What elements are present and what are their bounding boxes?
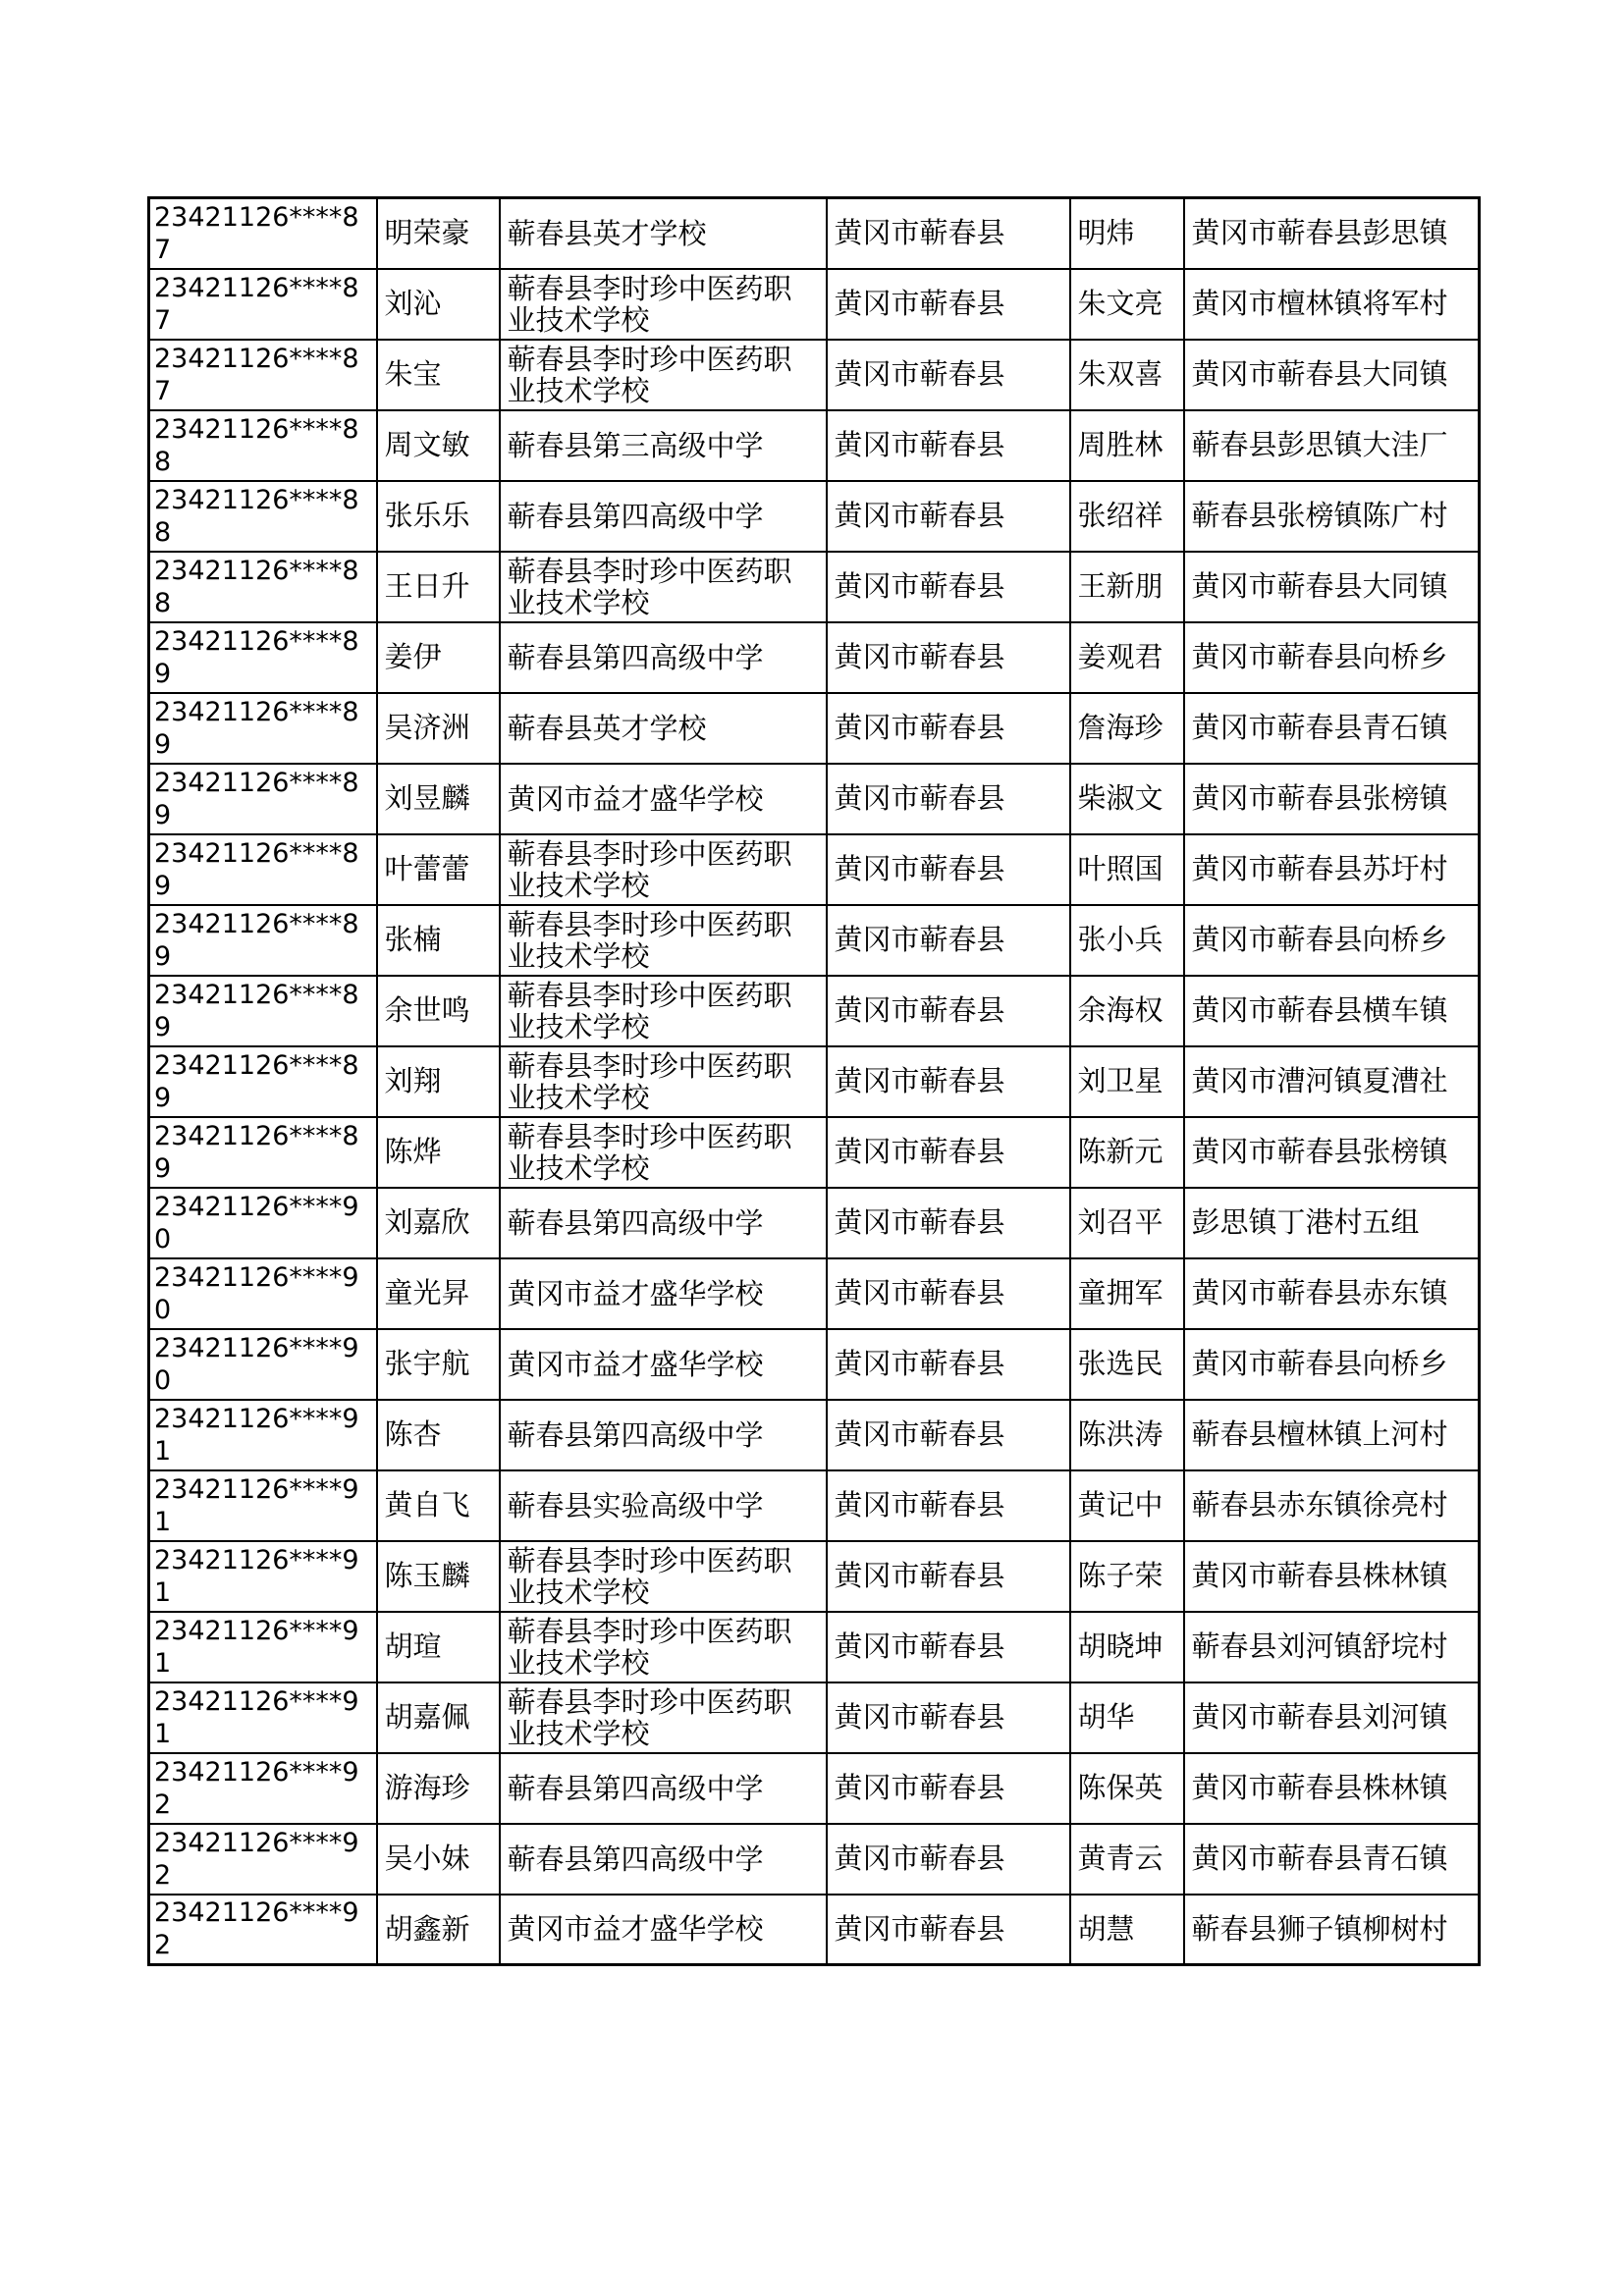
hukou-cell: 黄冈市蕲春县 [827, 693, 1070, 764]
school-cell: 蕲春县李时珍中医药职业技术学校 [500, 340, 827, 410]
school-cell: 蕲春县李时珍中医药职业技术学校 [500, 834, 827, 905]
id-number-cell: 23421126****89 [149, 764, 377, 834]
hukou-cell: 黄冈市蕲春县 [827, 1541, 1070, 1612]
guardian-cell: 张绍祥 [1070, 481, 1184, 552]
school-cell: 蕲春县第四高级中学 [500, 1188, 827, 1258]
guardian-cell: 叶照国 [1070, 834, 1184, 905]
student-table [147, 196, 1481, 1966]
school-cell: 蕲春县李时珍中医药职业技术学校 [500, 269, 827, 340]
hukou-cell: 黄冈市蕲春县 [827, 834, 1070, 905]
table-row [149, 481, 1480, 552]
address-cell: 黄冈市蕲春县青石镇 [1184, 1824, 1480, 1895]
hukou-cell: 黄冈市蕲春县 [827, 1329, 1070, 1400]
address-cell: 蕲春县狮子镇柳树村 [1184, 1895, 1480, 1965]
table-row [149, 1329, 1480, 1400]
address-cell: 黄冈市蕲春县大同镇 [1184, 340, 1480, 410]
school-cell: 蕲春县第四高级中学 [500, 1753, 827, 1824]
student-name-cell: 吴小妹 [377, 1824, 500, 1895]
school-cell: 蕲春县李时珍中医药职业技术学校 [500, 552, 827, 622]
hukou-cell: 黄冈市蕲春县 [827, 1753, 1070, 1824]
id-number-cell: 23421126****90 [149, 1329, 377, 1400]
student-name-cell: 张乐乐 [377, 481, 500, 552]
student-name-cell: 周文敏 [377, 410, 500, 481]
hukou-cell: 黄冈市蕲春县 [827, 1117, 1070, 1188]
guardian-cell: 胡慧 [1070, 1895, 1184, 1965]
hukou-cell: 黄冈市蕲春县 [827, 552, 1070, 622]
school-cell: 黄冈市益才盛华学校 [500, 764, 827, 834]
id-number-cell: 23421126****89 [149, 622, 377, 693]
address-cell: 黄冈市蕲春县向桥乡 [1184, 1329, 1480, 1400]
student-name-cell: 张楠 [377, 905, 500, 976]
student-name-cell: 陈烨 [377, 1117, 500, 1188]
school-cell: 蕲春县李时珍中医药职业技术学校 [500, 976, 827, 1046]
school-cell: 黄冈市益才盛华学校 [500, 1258, 827, 1329]
id-number-cell: 23421126****92 [149, 1753, 377, 1824]
guardian-cell: 朱双喜 [1070, 340, 1184, 410]
hukou-cell: 黄冈市蕲春县 [827, 1470, 1070, 1541]
address-cell: 黄冈市蕲春县张榜镇 [1184, 1117, 1480, 1188]
id-number-cell: 23421126****89 [149, 1046, 377, 1117]
guardian-cell: 童拥军 [1070, 1258, 1184, 1329]
address-cell: 蕲春县张榜镇陈广村 [1184, 481, 1480, 552]
guardian-cell: 周胜林 [1070, 410, 1184, 481]
school-cell: 蕲春县第四高级中学 [500, 622, 827, 693]
table-row [149, 1824, 1480, 1895]
student-name-cell: 王日升 [377, 552, 500, 622]
school-cell: 蕲春县李时珍中医药职业技术学校 [500, 1117, 827, 1188]
address-cell: 黄冈市蕲春县向桥乡 [1184, 905, 1480, 976]
school-cell: 蕲春县李时珍中医药职业技术学校 [500, 1682, 827, 1753]
address-cell: 黄冈市蕲春县株林镇 [1184, 1753, 1480, 1824]
student-name-cell: 刘沁 [377, 269, 500, 340]
student-name-cell: 刘翔 [377, 1046, 500, 1117]
hukou-cell: 黄冈市蕲春县 [827, 1612, 1070, 1682]
hukou-cell: 黄冈市蕲春县 [827, 269, 1070, 340]
id-number-cell: 23421126****89 [149, 1117, 377, 1188]
student-name-cell: 余世鸣 [377, 976, 500, 1046]
id-number-cell: 23421126****90 [149, 1188, 377, 1258]
student-name-cell: 明荣豪 [377, 198, 500, 269]
student-name-cell: 刘嘉欣 [377, 1188, 500, 1258]
address-cell: 黄冈市蕲春县横车镇 [1184, 976, 1480, 1046]
hukou-cell: 黄冈市蕲春县 [827, 1258, 1070, 1329]
address-cell: 黄冈市蕲春县大同镇 [1184, 552, 1480, 622]
hukou-cell: 黄冈市蕲春县 [827, 481, 1070, 552]
table-row [149, 269, 1480, 340]
guardian-cell: 刘卫星 [1070, 1046, 1184, 1117]
student-name-cell: 张宇航 [377, 1329, 500, 1400]
guardian-cell: 陈保英 [1070, 1753, 1184, 1824]
hukou-cell: 黄冈市蕲春县 [827, 622, 1070, 693]
school-cell: 黄冈市益才盛华学校 [500, 1895, 827, 1965]
hukou-cell: 黄冈市蕲春县 [827, 764, 1070, 834]
guardian-cell: 黄青云 [1070, 1824, 1184, 1895]
id-number-cell: 23421126****89 [149, 905, 377, 976]
table-row [149, 198, 1480, 269]
id-number-cell: 23421126****88 [149, 552, 377, 622]
address-cell: 蕲春县刘河镇舒垸村 [1184, 1612, 1480, 1682]
guardian-cell: 朱文亮 [1070, 269, 1184, 340]
student-name-cell: 陈杏 [377, 1400, 500, 1470]
table-row [149, 622, 1480, 693]
table-row [149, 1400, 1480, 1470]
school-cell: 蕲春县第四高级中学 [500, 1400, 827, 1470]
table-row [149, 764, 1480, 834]
school-cell: 蕲春县第三高级中学 [500, 410, 827, 481]
address-cell: 黄冈市蕲春县苏圩村 [1184, 834, 1480, 905]
student-name-cell: 童光昇 [377, 1258, 500, 1329]
address-cell: 黄冈市蕲春县彭思镇 [1184, 198, 1480, 269]
table-row [149, 552, 1480, 622]
student-name-cell: 陈玉麟 [377, 1541, 500, 1612]
table-row [149, 1046, 1480, 1117]
hukou-cell: 黄冈市蕲春县 [827, 410, 1070, 481]
hukou-cell: 黄冈市蕲春县 [827, 905, 1070, 976]
address-cell: 黄冈市蕲春县株林镇 [1184, 1541, 1480, 1612]
table-row [149, 1258, 1480, 1329]
table-row [149, 1682, 1480, 1753]
id-number-cell: 23421126****92 [149, 1824, 377, 1895]
school-cell: 黄冈市益才盛华学校 [500, 1329, 827, 1400]
guardian-cell: 詹海珍 [1070, 693, 1184, 764]
guardian-cell: 余海权 [1070, 976, 1184, 1046]
school-cell: 蕲春县第四高级中学 [500, 481, 827, 552]
school-cell: 蕲春县第四高级中学 [500, 1824, 827, 1895]
student-name-cell: 游海珍 [377, 1753, 500, 1824]
guardian-cell: 陈子荣 [1070, 1541, 1184, 1612]
address-cell: 黄冈市檀林镇将军村 [1184, 269, 1480, 340]
student-name-cell: 叶蕾蕾 [377, 834, 500, 905]
student-name-cell: 姜伊 [377, 622, 500, 693]
table-row [149, 976, 1480, 1046]
address-cell: 蕲春县彭思镇大洼厂 [1184, 410, 1480, 481]
school-cell: 蕲春县英才学校 [500, 693, 827, 764]
hukou-cell: 黄冈市蕲春县 [827, 1895, 1070, 1965]
guardian-cell: 刘召平 [1070, 1188, 1184, 1258]
id-number-cell: 23421126****89 [149, 976, 377, 1046]
guardian-cell: 胡华 [1070, 1682, 1184, 1753]
address-cell: 黄冈市蕲春县赤东镇 [1184, 1258, 1480, 1329]
hukou-cell: 黄冈市蕲春县 [827, 340, 1070, 410]
guardian-cell: 明炜 [1070, 198, 1184, 269]
student-name-cell: 胡鑫新 [377, 1895, 500, 1965]
student-name-cell: 刘昱麟 [377, 764, 500, 834]
table-row [149, 1188, 1480, 1258]
guardian-cell: 陈新元 [1070, 1117, 1184, 1188]
address-cell: 黄冈市蕲春县青石镇 [1184, 693, 1480, 764]
id-number-cell: 23421126****91 [149, 1612, 377, 1682]
school-cell: 蕲春县李时珍中医药职业技术学校 [500, 1541, 827, 1612]
table-row [149, 410, 1480, 481]
student-name-cell: 朱宝 [377, 340, 500, 410]
table-row [149, 340, 1480, 410]
id-number-cell: 23421126****91 [149, 1682, 377, 1753]
id-number-cell: 23421126****89 [149, 693, 377, 764]
table-body [149, 198, 1480, 1965]
table-row [149, 693, 1480, 764]
table-row [149, 1612, 1480, 1682]
student-name-cell: 吴济洲 [377, 693, 500, 764]
guardian-cell: 陈洪涛 [1070, 1400, 1184, 1470]
hukou-cell: 黄冈市蕲春县 [827, 1824, 1070, 1895]
guardian-cell: 柴淑文 [1070, 764, 1184, 834]
address-cell: 黄冈市蕲春县张榜镇 [1184, 764, 1480, 834]
id-number-cell: 23421126****88 [149, 481, 377, 552]
id-number-cell: 23421126****87 [149, 269, 377, 340]
school-cell: 蕲春县李时珍中医药职业技术学校 [500, 1046, 827, 1117]
hukou-cell: 黄冈市蕲春县 [827, 198, 1070, 269]
guardian-cell: 张选民 [1070, 1329, 1184, 1400]
school-cell: 蕲春县李时珍中医药职业技术学校 [500, 905, 827, 976]
hukou-cell: 黄冈市蕲春县 [827, 976, 1070, 1046]
student-name-cell: 胡嘉佩 [377, 1682, 500, 1753]
student-name-cell: 胡瑄 [377, 1612, 500, 1682]
student-name-cell: 黄自飞 [377, 1470, 500, 1541]
id-number-cell: 23421126****91 [149, 1541, 377, 1612]
school-cell: 蕲春县英才学校 [500, 198, 827, 269]
guardian-cell: 王新朋 [1070, 552, 1184, 622]
hukou-cell: 黄冈市蕲春县 [827, 1682, 1070, 1753]
table-row [149, 1541, 1480, 1612]
guardian-cell: 胡晓坤 [1070, 1612, 1184, 1682]
guardian-cell: 张小兵 [1070, 905, 1184, 976]
guardian-cell: 黄记中 [1070, 1470, 1184, 1541]
hukou-cell: 黄冈市蕲春县 [827, 1188, 1070, 1258]
table-row [149, 905, 1480, 976]
table-row [149, 834, 1480, 905]
hukou-cell: 黄冈市蕲春县 [827, 1046, 1070, 1117]
id-number-cell: 23421126****90 [149, 1258, 377, 1329]
id-number-cell: 23421126****87 [149, 198, 377, 269]
address-cell: 黄冈市蕲春县向桥乡 [1184, 622, 1480, 693]
school-cell: 蕲春县李时珍中医药职业技术学校 [500, 1612, 827, 1682]
id-number-cell: 23421126****89 [149, 834, 377, 905]
address-cell: 黄冈市漕河镇夏漕社 [1184, 1046, 1480, 1117]
table-row [149, 1117, 1480, 1188]
address-cell: 彭思镇丁港村五组 [1184, 1188, 1480, 1258]
table-row [149, 1895, 1480, 1965]
id-number-cell: 23421126****91 [149, 1470, 377, 1541]
address-cell: 蕲春县檀林镇上河村 [1184, 1400, 1480, 1470]
table-row [149, 1753, 1480, 1824]
table-row [149, 1470, 1480, 1541]
id-number-cell: 23421126****88 [149, 410, 377, 481]
guardian-cell: 姜观君 [1070, 622, 1184, 693]
id-number-cell: 23421126****92 [149, 1895, 377, 1965]
id-number-cell: 23421126****91 [149, 1400, 377, 1470]
hukou-cell: 黄冈市蕲春县 [827, 1400, 1070, 1470]
school-cell: 蕲春县实验高级中学 [500, 1470, 827, 1541]
address-cell: 黄冈市蕲春县刘河镇 [1184, 1682, 1480, 1753]
address-cell: 蕲春县赤东镇徐亮村 [1184, 1470, 1480, 1541]
id-number-cell: 23421126****87 [149, 340, 377, 410]
